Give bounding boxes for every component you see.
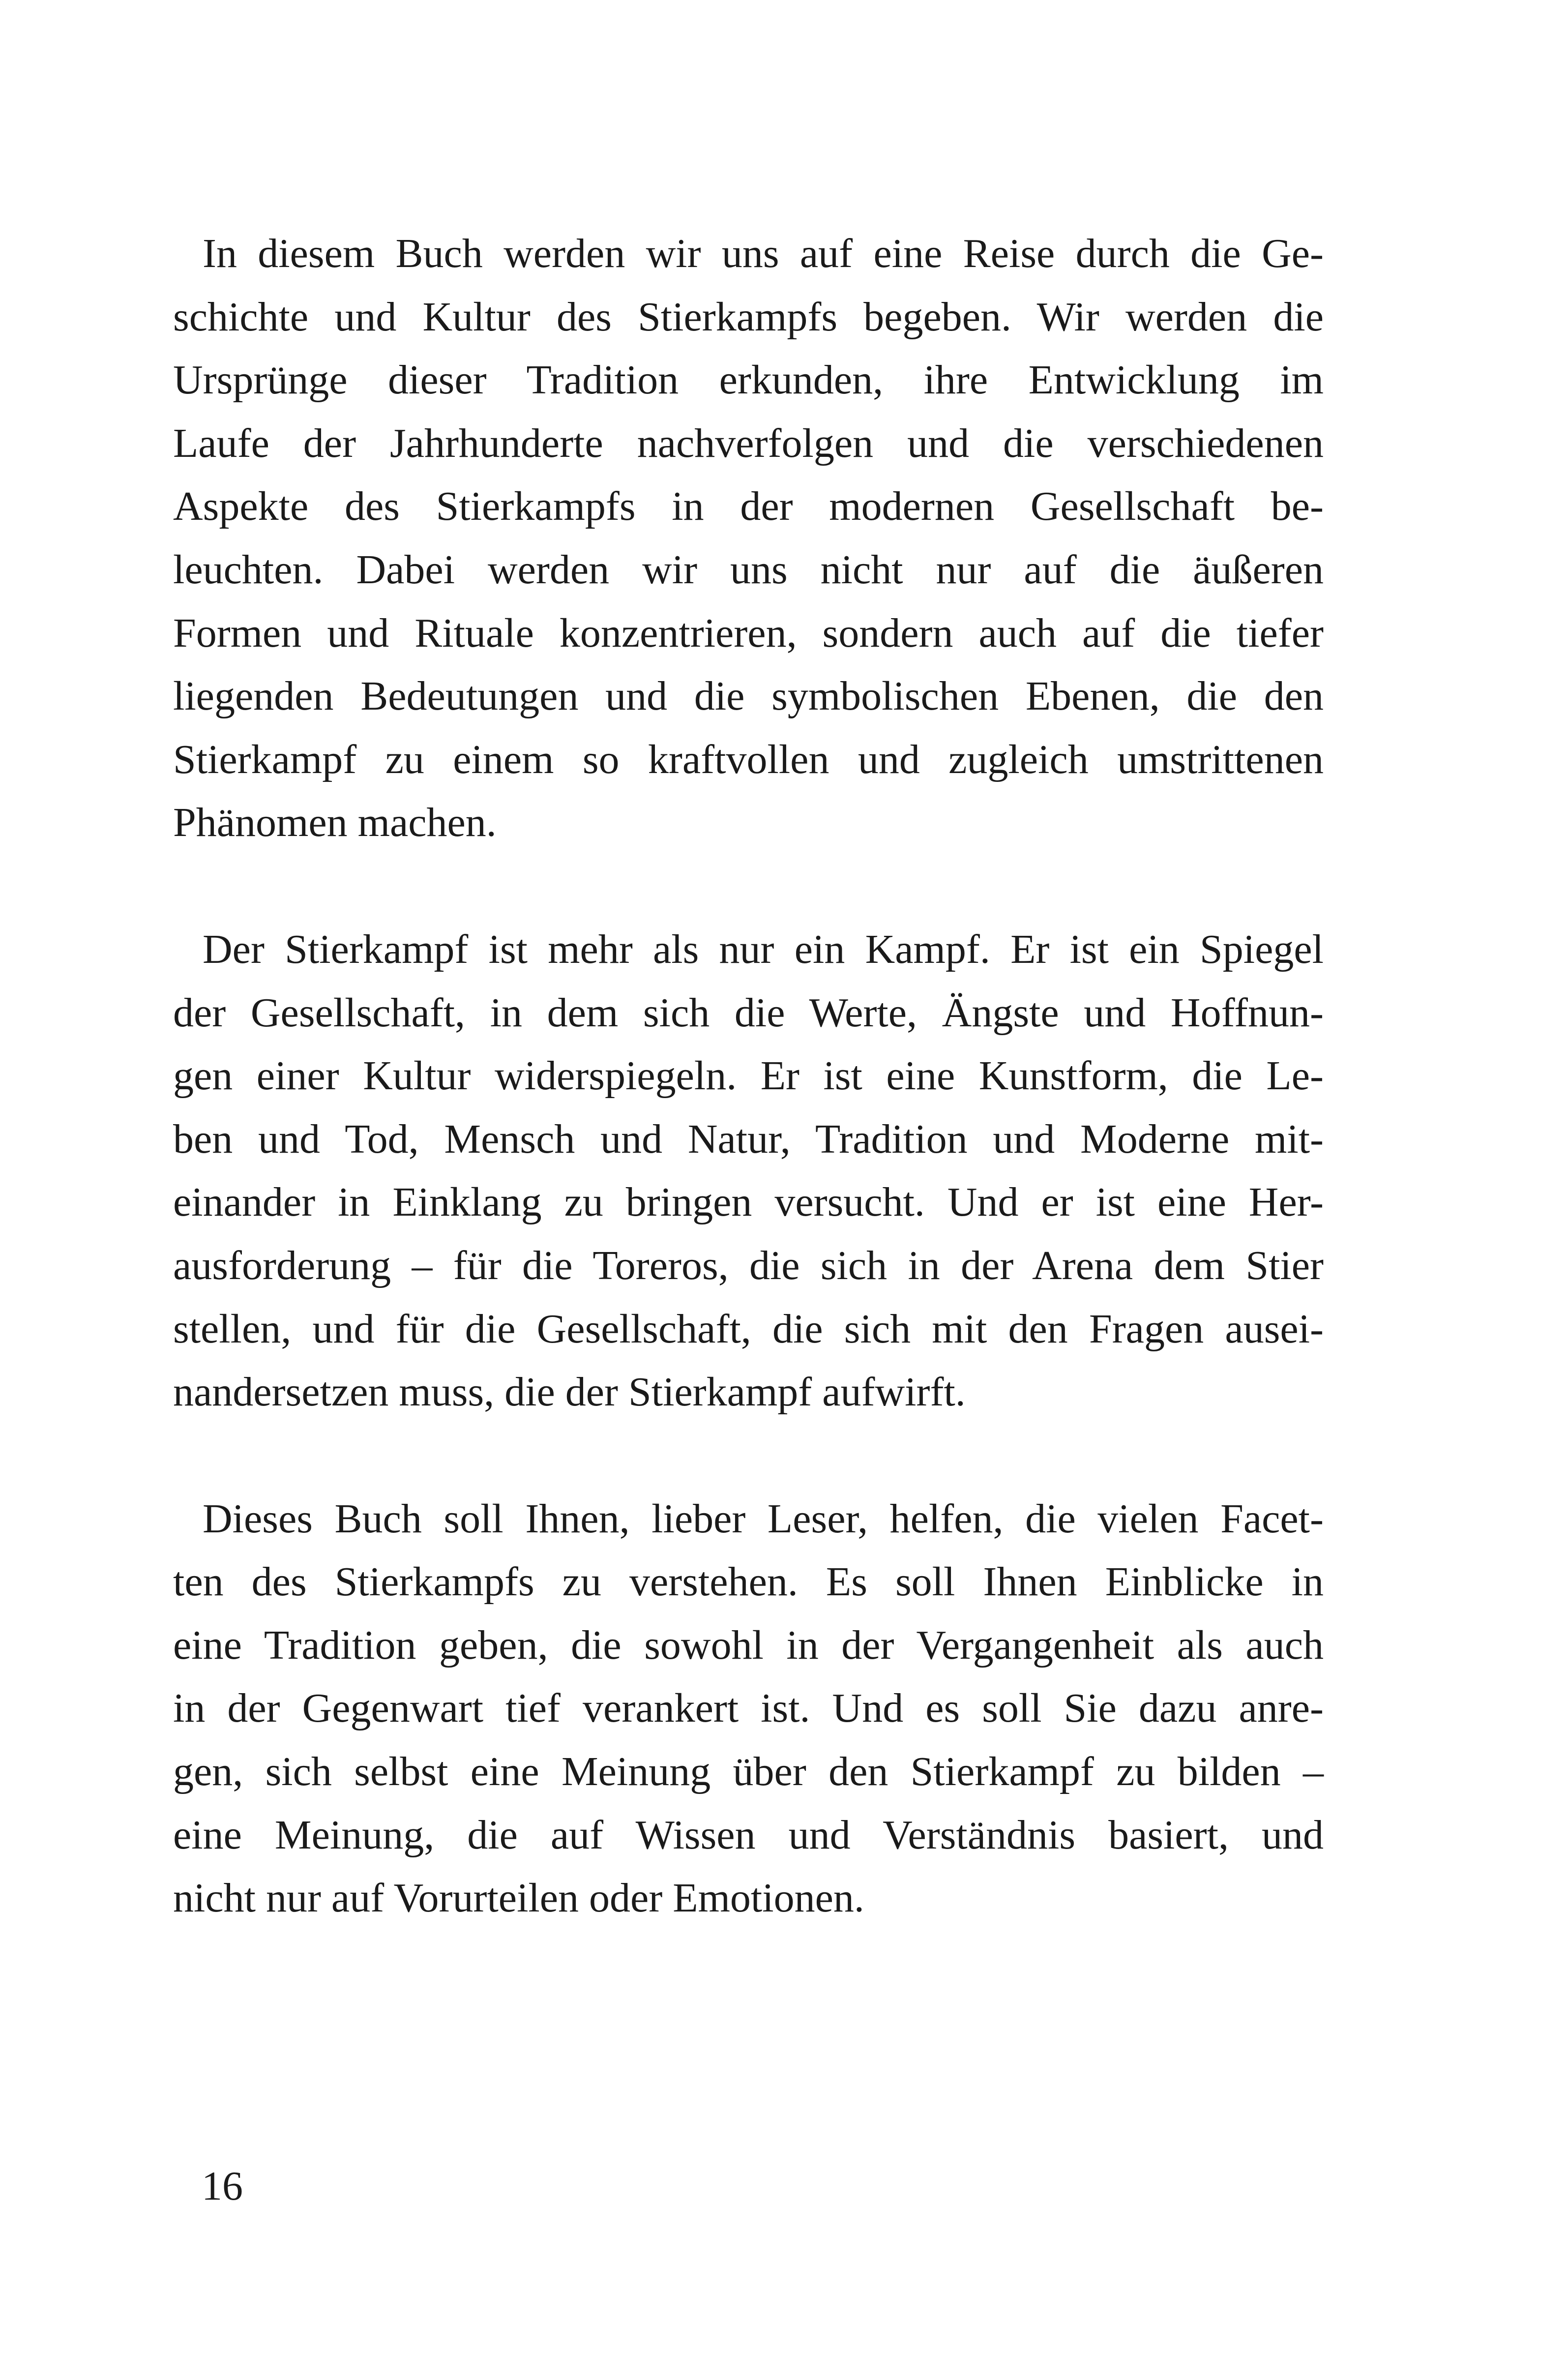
- paragraph-line: stellen, und für die Gesellschaft, die sich mit den Fragen ausei-: [173, 1306, 1324, 1352]
- paragraph-line: ausforderung – für die Toreros, die sich in der Arena dem Stier: [173, 1242, 1324, 1288]
- paragraph-line: Phänomen machen.: [173, 800, 497, 846]
- paragraph-line: eine Tradition geben, die sowohl in der Vergangenheit als auch: [173, 1622, 1324, 1668]
- paragraph-line: gen, sich selbst eine Meinung über den Stierkampf zu bilden –: [173, 1749, 1324, 1795]
- paragraph-line: nandersetzen muss, die der Stierkampf aufwirft.: [173, 1369, 966, 1415]
- paragraph-line: leuchten. Dabei werden wir uns nicht nur auf die äußeren: [173, 546, 1324, 593]
- paragraph-line: einander in Einklang zu bringen versucht. Und er ist eine Her-: [173, 1179, 1324, 1225]
- paragraph-line: Ursprünge dieser Tradition erkunden, ihre Entwicklung im: [173, 357, 1324, 403]
- paragraph-line: ten des Stierkampfs zu verstehen. Es soll Ihnen Einblicke in: [173, 1559, 1324, 1605]
- page-number: 16: [202, 2163, 243, 2209]
- paragraph-line: ben und Tod, Mensch und Natur, Tradition und Moderne mit-: [173, 1116, 1324, 1162]
- paragraph-line: nicht nur auf Vorurteilen oder Emotionen.: [173, 1875, 864, 1921]
- paragraph-line: Aspekte des Stierkampfs in der modernen Gesellschaft be-: [173, 483, 1324, 530]
- paragraph-line: schichte und Kultur des Stierkampfs begeben. Wir werden die: [173, 294, 1324, 340]
- paragraph-line: In diesem Buch werden wir uns auf eine Reise durch die Ge-: [203, 231, 1324, 276]
- paragraph-line: gen einer Kultur widerspiegeln. Er ist eine Kunstform, die Le-: [173, 1053, 1324, 1099]
- paragraph-1: [173, 222, 1324, 855]
- paragraph-line: liegenden Bedeutungen und die symbolischen Ebenen, die den: [173, 673, 1324, 719]
- paragraph-line: Stierkampf zu einem so kraftvollen und zugleich umstrittenen: [173, 736, 1324, 782]
- body-text: [173, 222, 1324, 1930]
- paragraph-line: Formen und Rituale konzentrieren, sondern auch auf die tiefer: [173, 610, 1324, 656]
- paragraph-line: Dieses Buch soll Ihnen, lieber Leser, helfen, die vielen Facet-: [203, 1495, 1324, 1542]
- paragraph-line: der Gesellschaft, in dem sich die Werte, Ängste und Hoffnun-: [173, 989, 1324, 1036]
- paragraph-line: in der Gegenwart tief verankert ist. Und es soll Sie dazu anre-: [173, 1685, 1324, 1731]
- paragraph-2: [173, 918, 1324, 1424]
- paragraph-line: Laufe der Jahrhunderte nachverfolgen und die verschiedenen: [173, 420, 1324, 466]
- paragraph-line: eine Meinung, die auf Wissen und Verständnis basiert, und: [173, 1812, 1324, 1858]
- paragraph-line: Der Stierkampf ist mehr als nur ein Kampf. Er ist ein Spiegel: [203, 926, 1324, 972]
- paragraph-3: [173, 1488, 1324, 1930]
